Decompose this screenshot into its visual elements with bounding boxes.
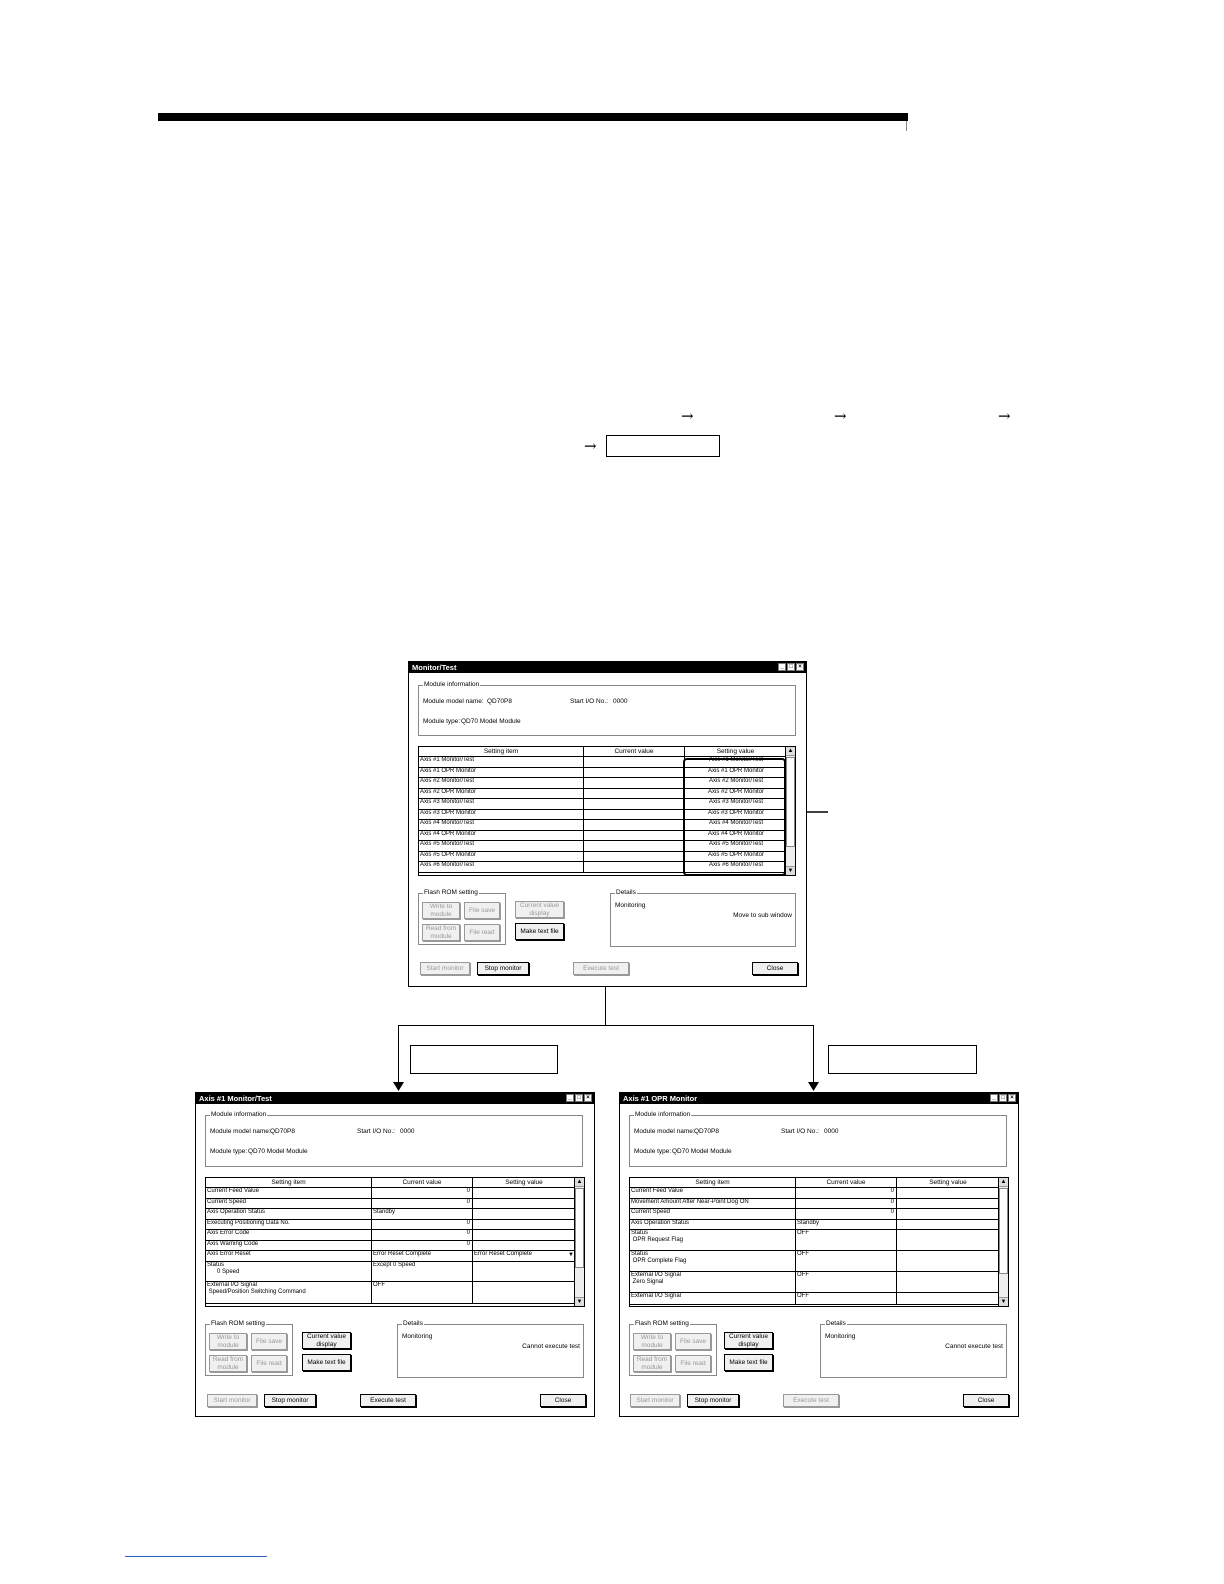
menu-path-arrow: → — [681, 407, 694, 425]
stop-monitor-button[interactable]: Stop monitor — [477, 962, 529, 975]
down-arrow-icon — [393, 1082, 404, 1092]
header-rule — [158, 113, 908, 121]
setting-item-cell: Status OPR Request Flag — [630, 1230, 796, 1250]
table-row[interactable] — [206, 1199, 576, 1209]
minimize-icon[interactable]: _ — [566, 1094, 574, 1102]
group-label: Details — [826, 1320, 846, 1327]
setting-item-cell: External I/O Signal — [630, 1293, 796, 1304]
header-rule-tick — [906, 121, 907, 131]
scroll-thumb[interactable] — [786, 757, 795, 847]
setting-item-cell: Axis Error Code — [206, 1230, 372, 1240]
setting-item-cell: Axis #4 Monitor/Test — [419, 820, 584, 830]
start-monitor-button[interactable]: Start monitor — [420, 962, 470, 975]
group-label: Flash ROM setting — [635, 1320, 689, 1327]
setting-item-cell: Movement Amount After Near-Point Dog ON — [630, 1199, 796, 1208]
file-save-button[interactable]: File save — [251, 1333, 287, 1350]
current-value-cell: OFF — [796, 1251, 897, 1271]
current-value-display-button[interactable]: Current value display — [724, 1332, 773, 1349]
table-row[interactable] — [206, 1241, 576, 1251]
table-row[interactable] — [630, 1251, 1000, 1272]
window-title: Axis #1 Monitor/Test — [199, 1094, 272, 1103]
current-value-cell: OFF — [796, 1230, 897, 1250]
module-type-label: Module type: — [423, 718, 461, 725]
scroll-thumb[interactable] — [575, 1188, 584, 1268]
start-io-label: Start I/O No.: — [781, 1128, 819, 1135]
footer-link-line — [125, 1556, 267, 1557]
current-value-display-button[interactable]: Current value display — [302, 1332, 351, 1349]
current-value-cell: Error Reset Complete — [372, 1251, 473, 1261]
vertical-scrollbar[interactable] — [998, 1178, 1008, 1306]
setting-item-cell: Axis #5 OPR Monitor — [419, 852, 584, 861]
menu-path-arrow: → — [998, 407, 1011, 425]
connector-line — [605, 986, 606, 1026]
setting-item-cell: Axis #3 OPR Monitor — [419, 810, 584, 819]
setting-value-cell[interactable] — [473, 1282, 576, 1303]
column-header: Current value — [372, 1178, 473, 1187]
current-value-cell — [584, 841, 685, 851]
vertical-scrollbar[interactable] — [574, 1178, 584, 1306]
window-titlebar — [409, 662, 806, 673]
close-button[interactable]: Close — [752, 962, 798, 975]
start-io-value: 0000 — [400, 1128, 415, 1135]
group-label: Details — [403, 1320, 423, 1327]
table-row[interactable] — [630, 1188, 1000, 1199]
scroll-down-icon[interactable]: ▼ — [576, 1299, 583, 1305]
setting-item-cell: External I/O Signal Zero Signal — [630, 1272, 796, 1292]
write-to-module-button[interactable]: Write to module — [422, 902, 460, 919]
flash-rom-setting-group — [629, 1320, 717, 1376]
group-label: Flash ROM setting — [211, 1320, 265, 1327]
start-io-value: 0000 — [824, 1128, 839, 1135]
connector-line — [398, 1025, 399, 1085]
setting-value-cell[interactable]: Axis #3 Monitor/Test — [685, 799, 787, 809]
file-read-button[interactable]: File read — [251, 1355, 287, 1372]
details-status-text: Monitoring — [402, 1333, 433, 1340]
module-model-name-value: QD70P8 — [694, 1128, 719, 1135]
table-row[interactable] — [206, 1188, 576, 1199]
table-row[interactable] — [206, 1220, 576, 1230]
setting-item-cell: Axis Error Reset — [206, 1251, 372, 1261]
scroll-up-icon[interactable]: ▲ — [576, 1179, 583, 1185]
module-type-label: Module type: — [210, 1148, 248, 1155]
current-value-cell — [584, 852, 685, 861]
make-text-file-button[interactable]: Make text file — [515, 923, 564, 940]
close-button[interactable]: Close — [540, 1394, 586, 1407]
setting-value-cell[interactable]: Axis #1 Monitor/Test — [685, 757, 787, 767]
axis1-opr-monitor-window — [619, 1092, 1019, 1417]
current-value-cell: 0 — [796, 1188, 897, 1198]
setting-value-highlight — [683, 758, 786, 876]
group-label: Module information — [424, 681, 480, 688]
scroll-thumb[interactable] — [999, 1188, 1008, 1274]
menu-path-arrow: → — [584, 437, 597, 455]
scroll-up-icon[interactable]: ▲ — [1000, 1179, 1007, 1185]
group-label: Details — [616, 889, 636, 896]
current-value-cell — [584, 862, 685, 872]
module-model-name-label: Module model name: — [210, 1128, 271, 1135]
current-value-cell: 0 — [372, 1241, 473, 1250]
table-row[interactable] — [630, 1209, 1000, 1220]
down-arrow-icon — [808, 1082, 819, 1092]
close-button[interactable]: Close — [963, 1394, 1009, 1407]
module-model-name-label: Module model name: — [423, 698, 484, 705]
setting-item-cell: Axis #2 OPR Monitor — [419, 789, 584, 798]
setting-value-cell[interactable] — [897, 1230, 1000, 1250]
stop-monitor-button[interactable]: Stop monitor — [264, 1394, 316, 1407]
start-io-value: 0000 — [613, 698, 628, 705]
current-value-cell: 0 — [372, 1199, 473, 1208]
start-monitor-button[interactable]: Start monitor — [207, 1394, 257, 1407]
stop-monitor-button[interactable]: Stop monitor — [687, 1394, 739, 1407]
details-status-text: Monitoring — [825, 1333, 856, 1340]
setting-value-cell[interactable]: Axis #5 Monitor/Test — [685, 841, 787, 851]
make-text-file-button[interactable]: Make text file — [724, 1354, 773, 1371]
close-icon[interactable]: × — [1008, 1094, 1016, 1102]
setting-item-cell: Status 0 Speed — [206, 1262, 372, 1281]
setting-item-cell: Axis Operation Status — [206, 1209, 372, 1219]
column-header: Current value — [584, 747, 685, 756]
module-information-group — [205, 1111, 583, 1167]
table-row[interactable] — [206, 1262, 576, 1282]
current-value-cell — [584, 799, 685, 809]
module-information-group — [418, 681, 796, 736]
current-value-cell — [584, 810, 685, 819]
start-io-label: Start I/O No.: — [570, 698, 608, 705]
setting-item-cell: Axis #6 Monitor/Test — [419, 862, 584, 872]
table-row[interactable] — [630, 1272, 1000, 1293]
connector-line — [398, 1025, 814, 1026]
group-label: Module information — [211, 1111, 267, 1118]
table-row[interactable] — [206, 1209, 576, 1220]
minimize-icon[interactable]: _ — [778, 663, 786, 671]
file-read-button[interactable]: File read — [675, 1355, 711, 1372]
setting-item-cell: Axis #4 OPR Monitor — [419, 831, 584, 840]
setting-value-cell[interactable] — [897, 1272, 1000, 1292]
setting-value-cell[interactable]: Axis #3 OPR Monitor — [685, 810, 787, 819]
execute-test-button[interactable]: Execute test — [783, 1394, 839, 1407]
setting-value-cell[interactable]: Axis #1 OPR Monitor — [685, 768, 787, 777]
column-header: Setting value — [473, 1178, 576, 1187]
setting-item-cell: Axis #3 Monitor/Test — [419, 799, 584, 809]
menu-button-box — [606, 435, 720, 457]
table-row[interactable] — [630, 1293, 1000, 1305]
setting-value-cell[interactable] — [897, 1251, 1000, 1271]
setting-value-cell[interactable] — [473, 1262, 576, 1281]
current-value-cell: 0 — [372, 1188, 473, 1198]
details-group — [610, 889, 796, 947]
file-save-button[interactable]: File save — [675, 1333, 711, 1350]
close-icon[interactable]: × — [796, 663, 804, 671]
menu-path-arrow: → — [834, 407, 847, 425]
minimize-icon[interactable]: _ — [990, 1094, 998, 1102]
file-read-button[interactable]: File read — [464, 924, 500, 941]
setting-item-cell: Axis #5 Monitor/Test — [419, 841, 584, 851]
flash-rom-setting-group — [418, 889, 506, 945]
setting-item-cell: Current Speed — [630, 1209, 796, 1219]
setting-value-cell[interactable] — [897, 1199, 1000, 1208]
execute-test-button[interactable]: Execute test — [360, 1394, 416, 1407]
current-value-cell: Standby — [372, 1209, 473, 1219]
scroll-down-icon[interactable]: ▼ — [787, 868, 794, 874]
current-value-cell — [584, 768, 685, 777]
column-header: Setting item — [419, 747, 584, 756]
group-label: Module information — [635, 1111, 691, 1118]
start-monitor-button[interactable]: Start monitor — [630, 1394, 680, 1407]
setting-item-cell: Axis #1 OPR Monitor — [419, 768, 584, 777]
module-type-value: QD70 Model Module — [248, 1148, 308, 1155]
dropdown-arrow-icon[interactable]: ▼ — [568, 1252, 574, 1258]
column-header: Setting value — [685, 747, 787, 756]
setting-value-cell[interactable]: Axis #2 OPR Monitor — [685, 789, 787, 798]
setting-item-cell: Axis Operation Status — [630, 1220, 796, 1229]
table-row[interactable] — [630, 1199, 1000, 1209]
table-row[interactable] — [630, 1220, 1000, 1230]
current-value-cell — [584, 789, 685, 798]
current-value-cell — [584, 820, 685, 830]
table-row[interactable] — [206, 1251, 576, 1262]
maximize-icon[interactable]: □ — [999, 1094, 1007, 1102]
scroll-down-icon[interactable]: ▼ — [1000, 1299, 1007, 1305]
current-value-cell: 0 — [796, 1209, 897, 1219]
table-row[interactable] — [206, 1282, 576, 1304]
setting-value-cell[interactable]: Axis #6 Monitor/Test — [685, 862, 787, 872]
details-group — [397, 1320, 584, 1378]
setting-item-cell: Current Speed — [206, 1199, 372, 1208]
axis1-monitor-test-window — [195, 1092, 595, 1417]
module-type-value: QD70 Model Module — [461, 718, 521, 725]
current-value-cell: 0 — [796, 1199, 897, 1208]
current-value-display-button[interactable]: Current value display — [515, 901, 564, 918]
flash-rom-setting-group — [205, 1320, 293, 1376]
vertical-scrollbar[interactable] — [785, 747, 795, 875]
current-value-cell: OFF — [796, 1272, 897, 1292]
make-text-file-button[interactable]: Make text file — [302, 1354, 351, 1371]
current-value-cell — [584, 778, 685, 788]
module-type-value: QD70 Model Module — [672, 1148, 732, 1155]
window-title: Axis #1 OPR Monitor — [623, 1094, 698, 1103]
setting-item-cell: Current Feed Value — [630, 1188, 796, 1198]
current-value-cell: Except 0 Speed — [372, 1262, 473, 1281]
table-row[interactable] — [630, 1230, 1000, 1251]
setting-item-cell: Axis #1 Monitor/Test — [419, 757, 584, 767]
setting-value-cell[interactable]: Error Reset Complete — [473, 1251, 576, 1261]
setting-item-cell: Status OPR Complete Flag — [630, 1251, 796, 1271]
setting-value-cell[interactable] — [473, 1209, 576, 1219]
execute-test-button[interactable]: Execute test — [573, 962, 629, 975]
current-value-cell: OFF — [372, 1282, 473, 1303]
setting-value-cell[interactable]: Axis #4 Monitor/Test — [685, 820, 787, 830]
module-information-group — [629, 1111, 1007, 1167]
setting-item-cell: Axis #2 Monitor/Test — [419, 778, 584, 788]
start-io-label: Start I/O No.: — [357, 1128, 395, 1135]
window-titlebar — [620, 1093, 1018, 1104]
window-title: Monitor/Test — [412, 663, 457, 672]
setting-value-cell[interactable] — [473, 1199, 576, 1208]
close-icon[interactable]: × — [584, 1094, 592, 1102]
setting-value-cell[interactable] — [897, 1220, 1000, 1229]
read-from-module-button[interactable]: Read from module — [422, 924, 460, 941]
setting-value-cell[interactable]: Axis #2 Monitor/Test — [685, 778, 787, 788]
module-model-name-label: Module model name: — [634, 1128, 695, 1135]
settings-grid — [629, 1177, 1009, 1307]
scroll-up-icon[interactable]: ▲ — [787, 748, 794, 754]
setting-value-cell[interactable]: Axis #5 OPR Monitor — [685, 852, 787, 861]
group-label: Flash ROM setting — [424, 889, 478, 896]
setting-item-cell: Axis Warning Code — [206, 1241, 372, 1250]
write-to-module-button[interactable]: Write to module — [209, 1333, 247, 1350]
column-header: Setting item — [630, 1178, 796, 1187]
setting-value-cell[interactable]: Axis #4 OPR Monitor — [685, 831, 787, 840]
details-message-text: Cannot execute test — [945, 1343, 1003, 1350]
details-group — [820, 1320, 1007, 1378]
read-from-module-button[interactable]: Read from module — [209, 1355, 247, 1372]
setting-item-cell: Current Feed Value — [206, 1188, 372, 1198]
current-value-cell — [584, 757, 685, 767]
window-titlebar — [196, 1093, 594, 1104]
column-header: Setting value — [897, 1178, 1000, 1187]
settings-grid — [205, 1177, 585, 1307]
current-value-cell: 0 — [372, 1220, 473, 1229]
module-model-name-value: QD70P8 — [270, 1128, 295, 1135]
details-status-text: Monitoring — [615, 902, 646, 909]
setting-value-cell[interactable] — [897, 1209, 1000, 1219]
setting-value-cell[interactable] — [473, 1241, 576, 1250]
details-message-text: Cannot execute test — [522, 1343, 580, 1350]
details-message-text: Move to sub window — [733, 912, 792, 919]
setting-value-cell[interactable] — [473, 1230, 576, 1240]
right-window-label-box — [828, 1045, 977, 1074]
setting-value-cell[interactable] — [897, 1188, 1000, 1198]
current-value-cell: 0 — [372, 1230, 473, 1240]
current-value-cell — [584, 831, 685, 840]
write-to-module-button[interactable]: Write to module — [633, 1333, 671, 1350]
monitor-test-window — [408, 661, 807, 987]
setting-value-cell[interactable] — [473, 1220, 576, 1229]
setting-value-cell[interactable] — [473, 1188, 576, 1198]
setting-value-cell[interactable] — [897, 1293, 1000, 1304]
column-header: Current value — [796, 1178, 897, 1187]
maximize-icon[interactable]: □ — [575, 1094, 583, 1102]
current-value-cell: OFF — [796, 1293, 897, 1304]
module-type-label: Module type: — [634, 1148, 672, 1155]
setting-item-cell: Executing Positioning Data No. — [206, 1220, 372, 1229]
current-value-cell: Standby — [796, 1220, 897, 1229]
left-window-label-box — [410, 1045, 558, 1074]
read-from-module-button[interactable]: Read from module — [633, 1355, 671, 1372]
module-model-name-value: QD70P8 — [487, 698, 512, 705]
table-row[interactable] — [206, 1230, 576, 1241]
maximize-icon[interactable]: □ — [787, 663, 795, 671]
setting-item-cell: External I/O Signal Speed/Position Switching Command — [206, 1282, 372, 1303]
column-header: Setting item — [206, 1178, 372, 1187]
file-save-button[interactable]: File save — [464, 902, 500, 919]
connector-line — [813, 1025, 814, 1085]
